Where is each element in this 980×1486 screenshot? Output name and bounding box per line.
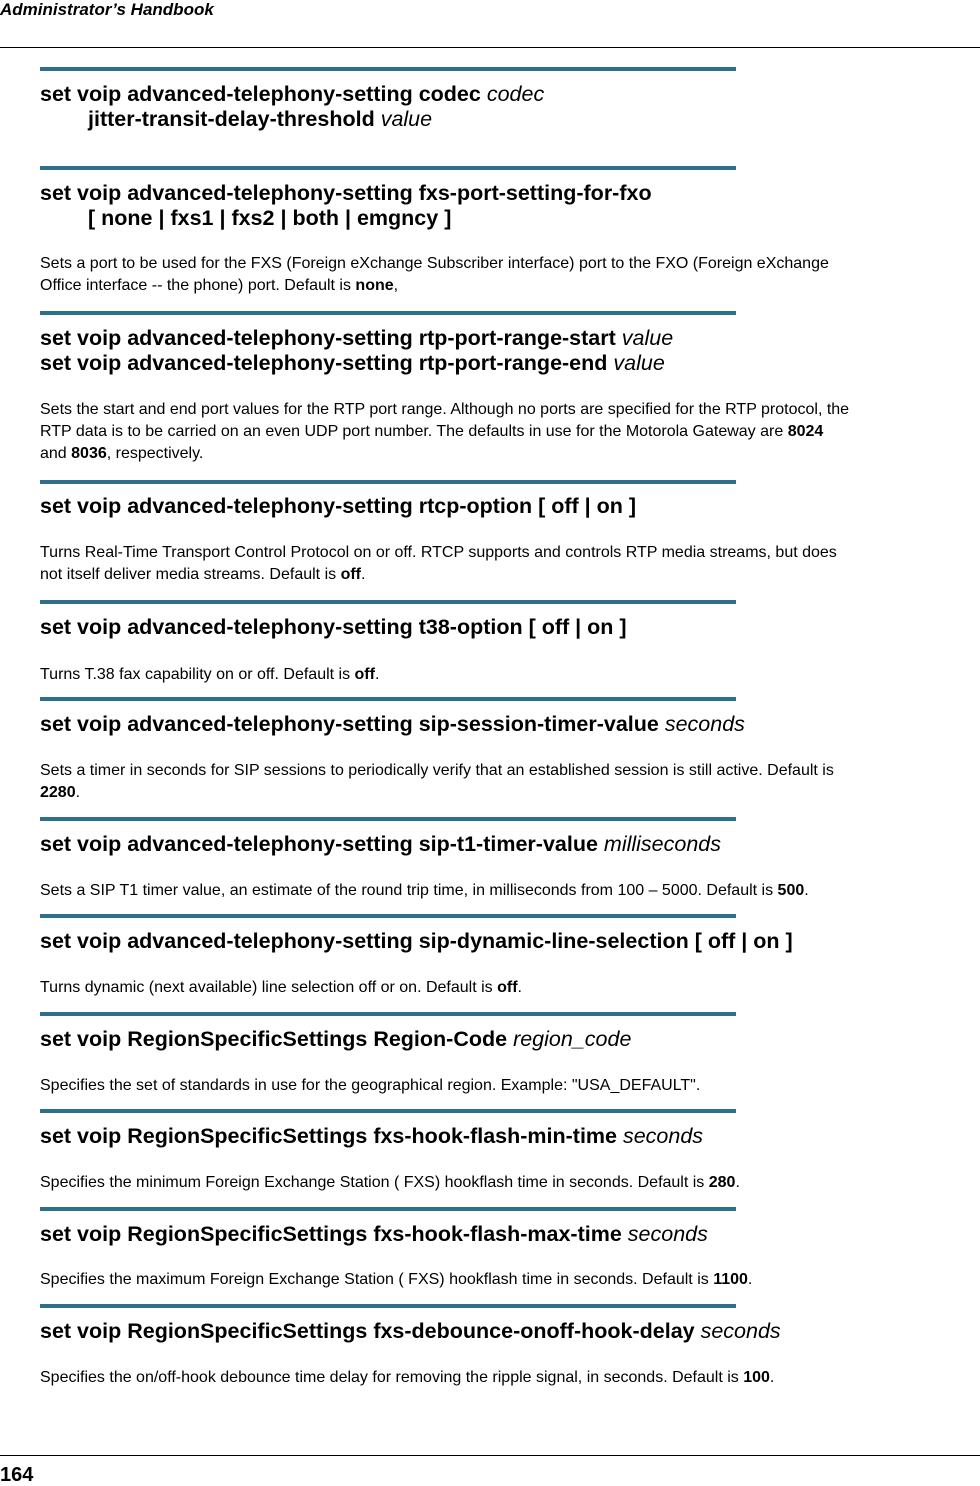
command-heading: set voip advanced-telephony-setting t38-option [ off | on ] — [40, 615, 627, 639]
command-heading: set voip RegionSpecificSettings fxs-hook-flash-max-time seconds — [40, 1222, 708, 1246]
default-value: off — [354, 666, 375, 683]
command-heading: set voip RegionSpecificSettings Region-Code region_code — [40, 1027, 632, 1051]
command-heading: set voip RegionSpecificSettings fxs-debounce-onoff-hook-delay seconds — [40, 1319, 781, 1343]
section-rule — [40, 600, 736, 604]
section-rule — [40, 1109, 736, 1113]
section-rule — [40, 480, 736, 484]
command-argument: seconds — [664, 712, 745, 736]
default-value: 500 — [777, 882, 805, 899]
command-description: Specifies the set of standards in use for the geographical region. Example: "USA_DEFAULT". — [40, 1077, 701, 1094]
page-header — [0, 0, 980, 48]
default-value: 1100 — [713, 1271, 748, 1288]
command-argument: value — [613, 351, 665, 375]
command-description: Specifies the minimum Foreign Exchange Station ( FXS) hookflash time in seconds. Default is 280. — [40, 1174, 740, 1191]
command-description: Sets the start and end port values for the RTP port range. Although no ports are specified for the RTP protocol, the RTP data is to be carried on an even UDP port number. The defaults in use for the Motorola Gateway are 8024 and 8036, respectively. — [40, 401, 850, 462]
section-rule — [40, 166, 736, 170]
header-title: Administrator’s Handbook — [0, 0, 214, 19]
command-heading: set voip advanced-telephony-setting rtp-port-range-start value set voip advanced-telephony-setting rtp-port-range-end value — [40, 326, 674, 375]
command-description: Specifies the on/off-hook debounce time delay for removing the ripple signal, in seconds. Default is 100. — [40, 1369, 775, 1386]
command-argument: region_code — [513, 1027, 632, 1051]
section-rule — [40, 311, 736, 315]
default-value: 8036 — [71, 445, 107, 462]
command-argument: seconds — [700, 1319, 781, 1343]
section-rule — [40, 1207, 736, 1211]
command-description: Sets a port to be used for the FXS (Foreign eXchange Subscriber interface) port to the FXO (Foreign eXchange Office interface -- the phone) port. Default is none, — [40, 255, 829, 294]
command-description: Sets a timer in seconds for SIP sessions to periodically verify that an established session is still active. Default is 2280. — [40, 762, 834, 801]
section-rule — [40, 914, 736, 918]
section-rule — [40, 67, 736, 71]
command-argument: seconds — [622, 1124, 704, 1148]
command-argument: value — [621, 326, 674, 350]
command-heading: set voip RegionSpecificSettings fxs-hook-flash-min-time seconds — [40, 1124, 704, 1148]
default-value: 280 — [708, 1174, 736, 1191]
default-value: off — [340, 566, 361, 583]
page-number: 164 — [0, 1464, 34, 1486]
default-value: none — [355, 277, 394, 294]
section-rule — [40, 697, 736, 701]
command-description: Sets a SIP T1 timer value, an estimate of the round trip time, in milliseconds from 100 – 5000. Default is 500. — [40, 882, 809, 899]
command-description: Specifies the maximum Foreign Exchange Station ( FXS) hookflash time in seconds. Default is 1100. — [40, 1271, 753, 1288]
command-description: Turns dynamic (next available) line selection off or on. Default is off. — [40, 979, 522, 996]
section-rule — [40, 1304, 736, 1308]
command-argument: milliseconds — [603, 832, 722, 856]
command-heading: set voip advanced-telephony-setting fxs-port-setting-for-fxo [ none | fxs1 | fxs2 | both | emgncy ] — [40, 181, 652, 230]
page-footer-rule — [0, 1455, 980, 1456]
command-heading: set voip advanced-telephony-setting sip-dynamic-line-selection [ off | on ] — [40, 929, 793, 953]
command-heading: set voip advanced-telephony-setting codec codec jitter-transit-delay-threshold value — [40, 82, 545, 131]
command-argument: codec — [486, 82, 545, 106]
section-rule — [40, 817, 736, 821]
section-rule — [40, 1012, 736, 1016]
command-argument: value — [380, 107, 433, 131]
command-heading: set voip advanced-telephony-setting sip-t1-timer-value milliseconds — [40, 832, 722, 856]
default-value: 2280 — [40, 784, 76, 801]
default-value: off — [497, 979, 518, 996]
command-description: Turns Real-Time Transport Control Protocol on or off. RTCP supports and controls RTP media streams, but does not itself deliver media streams. Default is off. — [40, 544, 837, 583]
default-value: 100 — [743, 1369, 770, 1386]
command-argument: seconds — [627, 1222, 708, 1246]
command-heading: set voip advanced-telephony-setting rtcp-option [ off | on ] — [40, 494, 637, 518]
default-value: 8024 — [787, 423, 824, 440]
command-description: Turns T.38 fax capability on or off. Default is off. — [40, 666, 380, 683]
command-heading: set voip advanced-telephony-setting sip-session-timer-value seconds — [40, 712, 745, 736]
